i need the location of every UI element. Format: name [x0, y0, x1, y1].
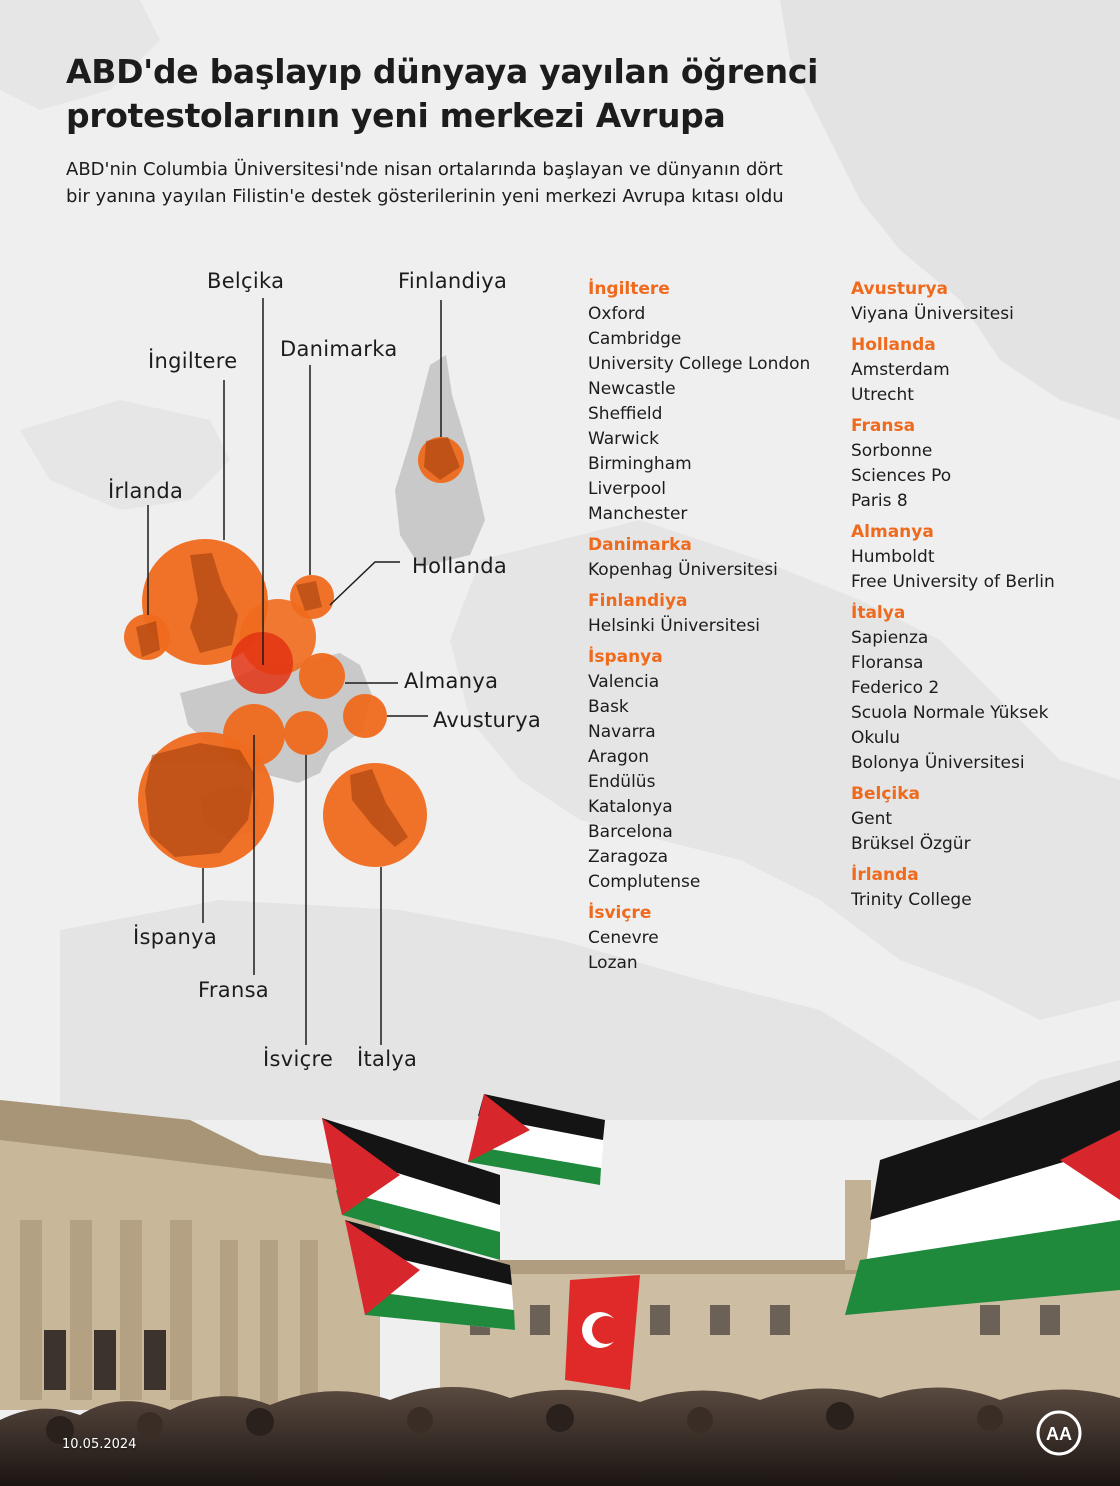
- list-item: Sheffield: [588, 404, 663, 424]
- list-item: Brüksel Özgür: [851, 834, 971, 854]
- date-stamp: 10.05.2024: [62, 1437, 137, 1452]
- list-item: Helsinki Üniversitesi: [588, 616, 761, 636]
- turkish-flag: [565, 1275, 640, 1390]
- list-item: Sapienza: [851, 628, 929, 648]
- group-italya: [851, 601, 1076, 776]
- label-italya: İtalya: [357, 1047, 418, 1071]
- label-fransa: Fransa: [198, 978, 269, 1002]
- list-item: Viyana Üniversitesi: [851, 304, 1014, 324]
- list-item: Manchester: [588, 504, 688, 524]
- list-item: Warwick: [588, 429, 659, 449]
- group-heading: İtalya: [851, 603, 906, 623]
- group-isvicre: [588, 901, 810, 976]
- bubble-almanya: [299, 653, 345, 699]
- group-heading: İsviçre: [588, 903, 652, 923]
- building-left: [0, 1100, 380, 1410]
- page-title: ABD'de başlayıp dünyaya yayılan öğrenci protestolarının yeni merkezi Avrupa: [66, 52, 819, 135]
- list-item: Sciences Po: [851, 466, 952, 486]
- list-item: Trinity College: [851, 890, 972, 910]
- group-belcika: [851, 782, 1076, 857]
- university-list-left: [588, 277, 810, 982]
- list-item: Katalonya: [588, 797, 673, 817]
- group-heading: İngiltere: [588, 279, 670, 299]
- list-item: Navarra: [588, 722, 656, 742]
- group-heading: İspanya: [588, 647, 663, 667]
- aa-logo-text: AA: [1046, 1424, 1072, 1444]
- page-subtitle: ABD'nin Columbia Üniversitesi'nde nisan ortalarında başlayan ve dünyanın dört bir yanına yayılan Filistin'e destek gösterilerinin yeni merkezi Avrupa kıtası oldu: [66, 159, 784, 207]
- group-heading: Almanya: [851, 522, 934, 542]
- list-item: Cenevre: [588, 928, 659, 948]
- list-item: University College London: [588, 354, 811, 374]
- group-ingiltere: [588, 277, 810, 527]
- bubble-isvicre: [284, 711, 328, 755]
- group-hollanda: [851, 333, 1076, 408]
- list-item: Humboldt: [851, 547, 935, 567]
- group-danimarka: [588, 533, 810, 583]
- list-item: Bolonya Üniversitesi: [851, 753, 1025, 773]
- list-item: Aragon: [588, 747, 650, 767]
- list-item: Sorbonne: [851, 441, 933, 461]
- list-item: Endülüs: [588, 772, 656, 792]
- label-isvicre: İsviçre: [263, 1047, 334, 1071]
- label-danimarka: Danimarka: [280, 337, 398, 361]
- label-finlandiya: Finlandiya: [398, 269, 508, 293]
- list-item: Floransa: [851, 653, 924, 673]
- group-heading: Fransa: [851, 416, 916, 436]
- list-item: Cambridge: [588, 329, 682, 349]
- aa-logo-icon: [1036, 1410, 1082, 1456]
- list-item: Kopenhag Üniversitesi: [588, 560, 778, 580]
- list-item: Free University of Berlin: [851, 572, 1055, 592]
- bubble-belcika: [231, 632, 293, 694]
- group-avusturya: [851, 277, 1076, 327]
- group-heading: Danimarka: [588, 535, 692, 555]
- list-item: Federico 2: [851, 678, 940, 698]
- list-item: Newcastle: [588, 379, 676, 399]
- list-item: Paris 8: [851, 491, 908, 511]
- list-item: Lozan: [588, 953, 638, 973]
- group-heading: Finlandiya: [588, 591, 688, 611]
- label-irlanda: İrlanda: [108, 479, 184, 503]
- list-item: Liverpool: [588, 479, 667, 499]
- label-ingiltere: İngiltere: [148, 349, 238, 373]
- protest-photo: [0, 1080, 1120, 1486]
- list-item: Gent: [851, 809, 893, 829]
- group-ispanya: [588, 645, 810, 895]
- group-finlandiya: [588, 589, 810, 639]
- group-heading: Belçika: [851, 784, 920, 804]
- list-item: Zaragoza: [588, 847, 669, 867]
- group-heading: Hollanda: [851, 335, 936, 355]
- list-item: Barcelona: [588, 822, 673, 842]
- palestinian-flag-4: [845, 1080, 1120, 1315]
- group-almanya: [851, 520, 1076, 595]
- label-avusturya: Avusturya: [433, 708, 541, 732]
- label-hollanda: Hollanda: [412, 554, 508, 578]
- list-item: Bask: [588, 697, 629, 717]
- list-item: Scuola Normale Yüksek Okulu: [851, 703, 1049, 748]
- list-item: Complutense: [588, 872, 701, 892]
- label-almanya: Almanya: [404, 669, 499, 693]
- label-ispanya: İspanya: [133, 925, 218, 949]
- list-item: Oxford: [588, 304, 646, 324]
- group-heading: Avusturya: [851, 279, 949, 299]
- group-heading: İrlanda: [851, 865, 919, 885]
- list-item: Birmingham: [588, 454, 692, 474]
- bubble-avusturya: [343, 694, 387, 738]
- group-fransa: [851, 414, 1076, 514]
- group-irlanda: [851, 863, 1076, 913]
- list-item: Valencia: [588, 672, 660, 692]
- label-belcika: Belçika: [207, 269, 285, 293]
- university-list-right: [851, 277, 1076, 919]
- list-item: Amsterdam: [851, 360, 950, 380]
- list-item: Utrecht: [851, 385, 914, 405]
